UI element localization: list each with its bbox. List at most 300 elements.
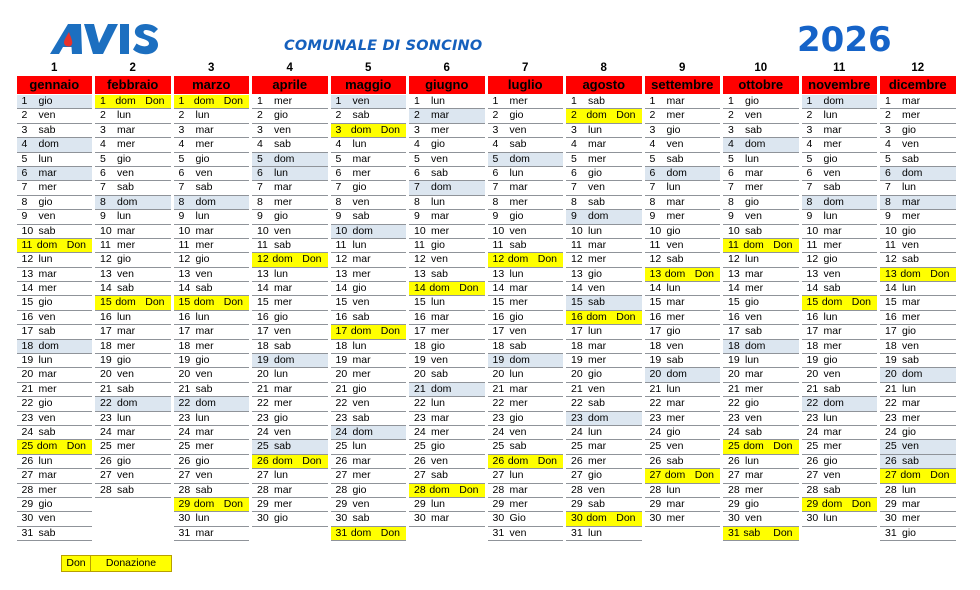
weekday: dom [586, 310, 607, 323]
day-row [174, 282, 250, 296]
day-number: 8 [21, 195, 28, 208]
day-number: 11 [571, 238, 582, 251]
day-row [174, 440, 250, 454]
holiday-day-row [409, 181, 485, 195]
donation-tag [230, 153, 250, 166]
weekday: mer [588, 253, 607, 266]
day-number: 9 [414, 210, 420, 223]
donation-tag [230, 512, 250, 525]
day-number: 28 [178, 483, 191, 496]
weekday: lun [823, 109, 838, 122]
weekday: gio [902, 224, 917, 237]
donation-tag [936, 311, 956, 324]
weekday: ven [745, 411, 762, 424]
day-row [17, 268, 93, 282]
day-row [252, 469, 328, 483]
month-column-agosto [565, 61, 644, 541]
day-row [409, 354, 485, 368]
day-row [252, 282, 328, 296]
weekday: sab [117, 483, 134, 496]
day-row [331, 397, 407, 411]
day-row [17, 498, 93, 512]
donation-tag [308, 426, 328, 439]
donation-day-row [566, 109, 642, 123]
donation-tag [544, 440, 564, 453]
day-row [723, 268, 799, 282]
day-row [802, 455, 878, 469]
weekday: mer [274, 195, 293, 208]
donation-tag [73, 253, 93, 266]
month-number: 4 [286, 62, 293, 74]
day-row [409, 253, 485, 267]
weekday: ven [902, 440, 919, 453]
weekday: mer [823, 440, 842, 453]
weekday: ven [117, 267, 134, 280]
day-number: 28 [257, 483, 269, 496]
weekday: sab [588, 397, 605, 410]
donation-tag [465, 167, 485, 180]
donation-tag [308, 368, 328, 381]
day-row [95, 138, 171, 152]
day-number: 25 [571, 440, 583, 453]
day-row [95, 153, 171, 167]
weekday: gio [823, 253, 838, 266]
day-row [17, 253, 93, 267]
holiday-day-row [331, 426, 407, 440]
donation-tag [544, 498, 564, 511]
donation-tag [701, 440, 721, 453]
day-row [880, 225, 956, 239]
day-number: 24 [728, 425, 740, 438]
donation-tag [936, 124, 956, 137]
day-number: 16 [649, 310, 662, 323]
day-number: 15 [257, 296, 269, 309]
weekday: lun [352, 440, 367, 453]
day-row [95, 469, 171, 483]
day-row [488, 239, 564, 253]
day-number: 7 [571, 181, 577, 194]
donation-tag [151, 311, 171, 324]
day-number: 23 [100, 411, 112, 424]
day-number: 16 [728, 310, 740, 323]
donation-tag [622, 153, 642, 166]
weekday: mar [352, 253, 371, 266]
donation-tag [858, 167, 878, 180]
day-number: 15 [21, 296, 34, 309]
donation-day-row [409, 484, 485, 498]
holiday-day-row [252, 440, 328, 454]
day-row [174, 253, 250, 267]
day-row [252, 124, 328, 138]
weekday: gio [902, 325, 917, 338]
weekday: lun [431, 497, 446, 510]
weekday: dom [272, 253, 293, 266]
weekday: mer [588, 354, 607, 367]
weekday: sab [195, 181, 213, 194]
day-number: 13 [571, 267, 583, 280]
donation-tag [858, 368, 878, 381]
weekday: gio [823, 354, 838, 367]
donation-tag [779, 354, 799, 367]
day-row [95, 124, 171, 138]
donation-tag [936, 196, 956, 209]
day-row [723, 455, 799, 469]
weekday: ven [509, 526, 527, 539]
weekday: mar [195, 526, 214, 539]
day-row [488, 296, 564, 310]
weekday: lun [823, 310, 838, 323]
holiday-day-row [252, 167, 328, 181]
day-number: 5 [335, 152, 342, 165]
day-number: 25 [100, 440, 112, 453]
weekday: sab [588, 497, 605, 510]
donation-tag [858, 426, 878, 439]
weekday: ven [38, 411, 56, 424]
weekday: ven [509, 123, 527, 136]
weekday: sab [902, 354, 919, 367]
donation-tag [936, 109, 956, 122]
day-row [252, 484, 328, 498]
weekday: gio [274, 109, 289, 122]
month-header: marzo [174, 76, 250, 94]
day-row [566, 325, 642, 339]
weekday: lun [823, 512, 838, 525]
day-row [331, 167, 407, 181]
donation-tag [73, 181, 93, 194]
donation-tag [73, 153, 93, 166]
weekday: mer [509, 397, 528, 410]
donation-tag: Don [616, 109, 636, 122]
day-row [331, 368, 407, 382]
donation-tag [544, 210, 564, 223]
donation-tag [387, 512, 407, 525]
weekday: dom [745, 339, 766, 352]
weekday: ven [117, 166, 134, 179]
day-number: 15 [806, 296, 819, 309]
donation-tag [73, 138, 93, 151]
weekday: dom [195, 195, 216, 208]
day-row [17, 512, 93, 526]
holiday-day-row [880, 196, 956, 210]
weekday: mer [274, 497, 293, 510]
weekday: sab [352, 310, 370, 323]
day-number: 20 [178, 368, 191, 381]
day-row [566, 239, 642, 253]
day-number: 23 [885, 411, 897, 424]
donation-day-row [409, 282, 485, 296]
day-number: 14 [414, 282, 426, 295]
donation-tag [230, 397, 250, 410]
weekday: mer [902, 411, 921, 424]
day-number: 14 [21, 282, 34, 295]
weekday: mer [431, 224, 450, 237]
weekday: mer [902, 210, 921, 223]
day-number: 21 [257, 382, 269, 395]
month-column-febbraio [94, 61, 173, 541]
weekday: mer [823, 238, 842, 251]
day-row [331, 484, 407, 498]
weekday: mar [509, 282, 528, 295]
day-number: 6 [335, 166, 342, 179]
day-row [488, 527, 564, 541]
day-number: 10 [806, 224, 819, 237]
day-row [252, 498, 328, 512]
day-number: 7 [178, 181, 185, 194]
day-row [409, 412, 485, 426]
donation-tag [230, 354, 250, 367]
donation-tag [858, 311, 878, 324]
donation-day-row [252, 455, 328, 469]
donation-tag [151, 253, 171, 266]
donation-tag [73, 311, 93, 324]
day-number: 3 [335, 123, 342, 136]
day-number: 19 [806, 354, 819, 367]
weekday: ven [588, 282, 605, 295]
weekday: lun [666, 181, 681, 194]
day-number: 15 [728, 296, 740, 309]
day-number: 7 [100, 181, 106, 194]
donation-tag [151, 426, 171, 439]
month-column-settembre [643, 61, 722, 541]
donation-day-row [252, 253, 328, 267]
donation-tag [387, 440, 407, 453]
day-row [409, 368, 485, 382]
legend [61, 555, 172, 572]
donation-tag [622, 469, 642, 482]
donation-tag [544, 196, 564, 209]
donation-tag [701, 512, 721, 525]
donation-tag [779, 225, 799, 238]
donation-tag [73, 282, 93, 295]
donation-tag: Don [66, 440, 86, 453]
donation-tag [308, 109, 328, 122]
weekday: mer [117, 238, 136, 251]
donation-tag [151, 268, 171, 281]
day-row [802, 167, 878, 181]
weekday: mer [666, 512, 685, 525]
donation-tag: Don [380, 123, 400, 136]
day-row [566, 268, 642, 282]
holiday-day-row [880, 368, 956, 382]
day-number: 19 [885, 354, 897, 367]
weekday: mer [509, 195, 528, 208]
day-row [802, 340, 878, 354]
day-row [174, 368, 250, 382]
day-row [95, 368, 171, 382]
weekday: gio [352, 181, 367, 194]
donation-tag [779, 268, 799, 281]
day-row [802, 225, 878, 239]
day-row [95, 440, 171, 454]
day-number: 18 [885, 339, 897, 352]
day-row [331, 282, 407, 296]
donation-tag [73, 296, 93, 309]
donation-tag [73, 455, 93, 468]
day-number: 24 [257, 425, 269, 438]
day-number: 22 [492, 397, 505, 410]
day-row [95, 282, 171, 296]
day-row [802, 440, 878, 454]
day-number: 30 [728, 512, 740, 525]
donation-tag [151, 196, 171, 209]
donation-tag [465, 354, 485, 367]
day-number: 16 [885, 310, 897, 323]
donation-tag [308, 138, 328, 151]
donation-day-row [95, 95, 171, 109]
day-row [174, 138, 250, 152]
day-row [409, 210, 485, 224]
weekday: sab [745, 325, 762, 338]
day-row [174, 412, 250, 426]
weekday: ven [117, 368, 134, 381]
donation-tag [151, 455, 171, 468]
weekday: gio [195, 253, 210, 266]
weekday: dom [666, 368, 687, 381]
day-row [566, 253, 642, 267]
day-number: 26 [335, 454, 348, 467]
weekday: sab [745, 224, 762, 237]
donation-tag [465, 138, 485, 151]
donation-tag [936, 383, 956, 396]
day-row [802, 282, 878, 296]
weekday: dom [274, 354, 295, 367]
weekday: ven [352, 497, 370, 510]
donation-tag [701, 181, 721, 194]
day-number: 22 [649, 397, 662, 410]
donation-tag [465, 368, 485, 381]
weekday: mar [38, 368, 57, 381]
donation-tag [465, 412, 485, 425]
donation-tag [387, 426, 407, 439]
day-row [802, 368, 878, 382]
weekday: gio [745, 296, 760, 309]
day-number: 20 [728, 368, 740, 381]
day-row [252, 210, 328, 224]
donation-tag [230, 124, 250, 137]
day-row [566, 527, 642, 541]
weekday: mer [352, 166, 371, 179]
donation-day-row [566, 512, 642, 526]
day-number: 16 [571, 310, 583, 323]
donation-tag [858, 383, 878, 396]
day-number: 17 [728, 325, 740, 338]
day-number: 28 [492, 483, 505, 496]
donation-tag [230, 440, 250, 453]
donation-tag [387, 225, 407, 238]
day-number: 3 [178, 123, 185, 136]
donation-day-row [488, 253, 564, 267]
weekday: mer [745, 483, 764, 496]
weekday: ven [666, 238, 684, 251]
donation-tag [701, 239, 721, 252]
weekday: ven [666, 138, 684, 151]
donation-tag [622, 527, 642, 540]
holiday-day-row [252, 153, 328, 167]
day-row [95, 109, 171, 123]
donation-tag [936, 167, 956, 180]
weekday: gio [666, 224, 681, 237]
donation-tag [936, 440, 956, 453]
donation-tag [151, 325, 171, 338]
day-number: 9 [885, 210, 891, 223]
weekday: dom [745, 138, 766, 151]
weekday: mar [431, 210, 450, 223]
month-number: 6 [443, 62, 450, 74]
donation-day-row [174, 498, 250, 512]
weekday: ven [352, 397, 370, 410]
donation-tag [936, 253, 956, 266]
donation-tag [701, 196, 721, 209]
day-number: 24 [571, 425, 583, 438]
day-number: 30 [571, 512, 583, 525]
weekday: sab [666, 354, 684, 367]
donation-tag [387, 253, 407, 266]
donation-tag [858, 225, 878, 238]
day-number: 27 [335, 469, 348, 482]
day-row [645, 296, 721, 310]
day-number: 11 [806, 238, 818, 251]
donation-tag [387, 167, 407, 180]
day-number: 24 [492, 425, 505, 438]
weekday: mar [902, 296, 921, 309]
weekday: mar [38, 267, 57, 280]
donation-tag [230, 426, 250, 439]
donation-tag [308, 282, 328, 295]
donation-tag [387, 153, 407, 166]
day-number: 11 [414, 238, 425, 251]
weekday: sab [431, 469, 448, 482]
weekday: lun [431, 397, 446, 410]
day-row [174, 484, 250, 498]
day-number: 14 [728, 282, 740, 295]
day-row [802, 253, 878, 267]
donation-tag [308, 512, 328, 525]
day-number: 4 [728, 138, 734, 151]
donation-tag [701, 296, 721, 309]
weekday: dom [429, 483, 450, 496]
day-number: 6 [100, 166, 106, 179]
donation-tag [544, 239, 564, 252]
day-number: 8 [335, 195, 342, 208]
donation-tag [151, 181, 171, 194]
day-row [252, 512, 328, 526]
day-number: 2 [806, 109, 813, 122]
weekday: lun [117, 411, 132, 424]
donation-tag [936, 412, 956, 425]
donation-tag [465, 512, 485, 525]
donation-tag [465, 296, 485, 309]
day-number: 11 [492, 238, 504, 251]
donation-tag: Don [145, 95, 165, 107]
day-row [566, 181, 642, 195]
weekday: ven [431, 152, 448, 165]
donation-tag [544, 181, 564, 194]
day-number: 14 [100, 282, 112, 295]
day-number: 21 [885, 382, 897, 395]
day-number: 30 [178, 512, 191, 525]
weekday: sab [38, 325, 56, 338]
donation-tag [151, 153, 171, 166]
day-row [645, 181, 721, 195]
day-row [409, 426, 485, 440]
donation-day-row [880, 469, 956, 483]
day-number: 14 [492, 282, 505, 295]
donation-tag [544, 325, 564, 338]
donation-tag [465, 210, 485, 223]
donation-tag [858, 181, 878, 194]
day-number: 20 [806, 368, 819, 381]
day-number: 17 [21, 325, 34, 338]
